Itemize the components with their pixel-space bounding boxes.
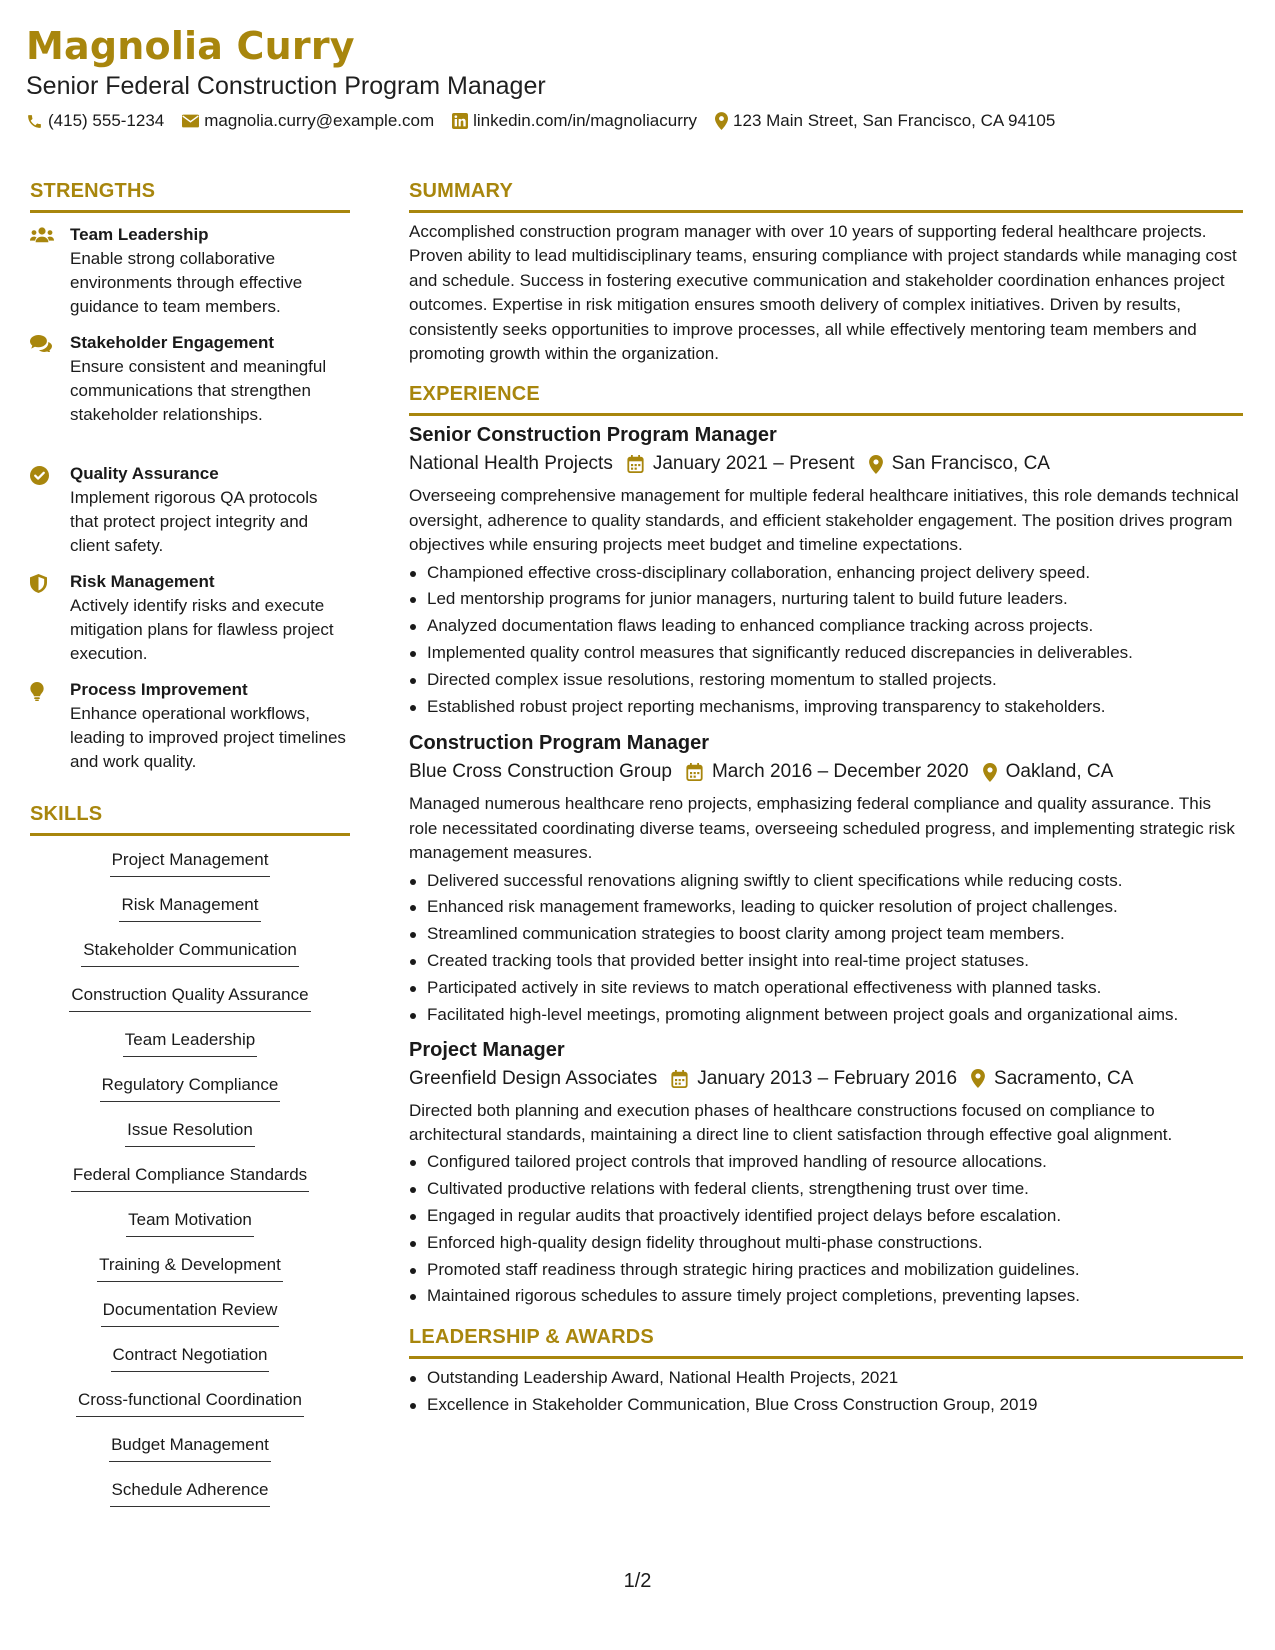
strength-desc: Enhance operational workflows, leading to improved project timelines and work quality. — [70, 704, 346, 771]
left-column — [30, 178, 350, 1523]
skill-item: Team Leadership — [30, 1028, 350, 1073]
skill-item: Training & Development — [30, 1253, 350, 1298]
job-bullet: Maintained rigorous schedules to assure timely project completions, preventing lapses. — [409, 1283, 1243, 1310]
experience-heading: EXPERIENCE — [409, 381, 1243, 416]
job-company: Greenfield Design Associates — [409, 1067, 658, 1089]
strength-name: Quality Assurance — [70, 464, 219, 483]
contact-linkedin[interactable] — [452, 110, 697, 132]
strength-name: Team Leadership — [70, 225, 209, 244]
strengths-heading: STRENGTHS — [30, 178, 350, 213]
shield-icon — [30, 574, 47, 593]
skill-item: Schedule Adherence — [30, 1478, 350, 1523]
job-location: Oakland, CA — [1005, 761, 1114, 783]
strength-desc: Enable strong collaborative environments through effective guidance to team members. — [70, 249, 303, 316]
job-bullet: Enhanced risk management frameworks, leading to quicker resolution of project challenges. — [409, 894, 1243, 921]
skill-item: Regulatory Compliance — [30, 1073, 350, 1118]
job-description: Managed numerous healthcare reno projects, emphasizing federal compliance and quality assurance. This role necessitated coordinating diverse teams, overseeing scheduled progress, and implementing strategic risk management measures. — [409, 794, 1235, 863]
email-text: magnolia.curry@example.com — [204, 111, 435, 130]
contact-phone[interactable] — [26, 110, 164, 132]
contact-bar — [26, 110, 1226, 132]
job-location: Sacramento, CA — [994, 1067, 1134, 1089]
job-bullets — [409, 868, 1243, 1029]
strength-name: Risk Management — [70, 572, 215, 591]
skill-item: Contract Negotiation — [30, 1343, 350, 1388]
award-item: Outstanding Leadership Award, National Health Projects, 2021 — [409, 1365, 1243, 1392]
strength-item — [30, 223, 350, 331]
job-bullet: Analyzed documentation flaws leading to enhanced compliance tracking across projects. — [409, 613, 1243, 640]
right-column — [409, 178, 1243, 1419]
job-dates-group — [671, 1065, 957, 1093]
job-company: Blue Cross Construction Group — [409, 761, 672, 783]
job-dates-group — [627, 450, 855, 478]
skill-item: Cross-functional Coordination — [30, 1388, 350, 1433]
job-location: San Francisco, CA — [891, 453, 1050, 475]
job-location-group — [971, 1065, 1133, 1093]
job-bullet: Cultivated productive relations with federal clients, strengthening trust over time. — [409, 1176, 1243, 1203]
map-pin-icon — [715, 112, 728, 130]
strength-item — [30, 462, 350, 570]
page-number: 1/2 — [623, 1570, 652, 1592]
job-dates: January 2013 – February 2016 — [697, 1067, 958, 1089]
awards-list — [409, 1365, 1243, 1419]
candidate-title: Senior Federal Construction Program Manager — [26, 72, 546, 100]
job-entry — [409, 1036, 1243, 1311]
address-text: 123 Main Street, San Francisco, CA 94105 — [733, 111, 1056, 130]
candidate-name: Magnolia Curry — [26, 24, 355, 68]
contact-email[interactable] — [182, 110, 434, 132]
job-entry — [409, 421, 1243, 720]
contact-address — [715, 110, 1055, 132]
strength-desc: Actively identify risks and execute mitigation plans for flawless project execution. — [70, 596, 334, 663]
job-company: National Health Projects — [409, 453, 613, 475]
award-item: Excellence in Stakeholder Communication, Blue Cross Construction Group, 2019 — [409, 1392, 1243, 1419]
job-bullet: Delivered successful renovations aligning swiftly to client specifications while reducing costs. — [409, 868, 1243, 895]
skills-list — [30, 848, 350, 1523]
resume-header — [26, 22, 1226, 132]
job-bullet: Facilitated high-level meetings, promoting alignment between project goals and organizational aims. — [409, 1002, 1243, 1029]
skill-item: Budget Management — [30, 1433, 350, 1478]
strength-desc: Implement rigorous QA protocols that protect project integrity and client safety. — [70, 488, 318, 555]
check-circle-icon — [30, 466, 49, 485]
skill-item: Issue Resolution — [30, 1118, 350, 1163]
job-bullet: Championed effective cross-disciplinary collaboration, enhancing project delivery speed. — [409, 560, 1243, 587]
job-title: Project Manager — [409, 1038, 565, 1061]
job-dates-group — [686, 758, 969, 786]
comments-icon — [30, 335, 52, 352]
skill-item: Team Motivation — [30, 1208, 350, 1253]
job-description: Overseeing comprehensive management for multiple federal healthcare initiatives, this role demands technical oversight, adherence to quality standards, and efficient stakeholder engagement. The position drives program objectives while ensuring projects meet budget and timeline expectations. — [409, 486, 1239, 555]
job-bullet: Enforced high-quality design fidelity throughout multi-phase constructions. — [409, 1230, 1243, 1257]
job-bullet: Promoted staff readiness through strategic hiring practices and mobilization guidelines. — [409, 1257, 1243, 1284]
job-bullets — [409, 1149, 1243, 1310]
job-meta — [409, 758, 1243, 786]
skills-heading: SKILLS — [30, 801, 350, 836]
strength-desc: Ensure consistent and meaningful communications that strengthen stakeholder relationships. — [70, 357, 327, 424]
map-pin-icon — [983, 763, 997, 782]
job-bullet: Configured tailored project controls that improved handling of resource allocations. — [409, 1149, 1243, 1176]
strength-item — [30, 570, 350, 678]
job-bullet: Streamlined communication strategies to boost clarity among project team members. — [409, 921, 1243, 948]
job-location-group — [869, 450, 1050, 478]
linkedin-text: linkedin.com/in/magnoliacurry — [473, 111, 698, 130]
calendar-icon — [686, 763, 703, 781]
job-dates: January 2021 – Present — [652, 453, 855, 475]
skill-item: Project Management — [30, 848, 350, 893]
skill-item: Documentation Review — [30, 1298, 350, 1343]
job-location-group — [983, 758, 1114, 786]
summary-heading: SUMMARY — [409, 178, 1243, 213]
strength-name: Process Improvement — [70, 680, 248, 699]
job-bullet: Implemented quality control measures that significantly reduced discrepancies in deliverables. — [409, 640, 1243, 667]
awards-heading: LEADERSHIP & AWARDS — [409, 1324, 1243, 1359]
skill-item: Stakeholder Communication — [30, 938, 350, 983]
job-title: Construction Program Manager — [409, 732, 710, 755]
strength-item — [30, 678, 350, 786]
envelope-icon — [182, 114, 199, 128]
strengths-list — [30, 223, 350, 786]
job-entry — [409, 729, 1243, 1028]
job-bullet: Led mentorship programs for junior managers, nurturing talent to build future leaders. — [409, 586, 1243, 613]
job-bullet: Directed complex issue resolutions, restoring momentum to stalled projects. — [409, 667, 1243, 694]
linkedin-icon — [452, 113, 468, 129]
job-bullets — [409, 560, 1243, 721]
job-bullet: Participated actively in site reviews to match operational effectiveness with planned tasks. — [409, 975, 1243, 1002]
strength-item — [30, 331, 350, 462]
job-dates: March 2016 – December 2020 — [711, 761, 969, 783]
phone-text: (415) 555-1234 — [48, 111, 165, 130]
job-bullet: Created tracking tools that provided better insight into real-time project statuses. — [409, 948, 1243, 975]
skill-item: Federal Compliance Standards — [30, 1163, 350, 1208]
skill-item: Construction Quality Assurance — [30, 983, 350, 1028]
users-icon — [30, 227, 54, 243]
map-pin-icon — [869, 455, 883, 474]
job-bullet: Engaged in regular audits that proactively identified project delays before escalation. — [409, 1203, 1243, 1230]
map-pin-icon — [971, 1069, 985, 1088]
calendar-icon — [627, 455, 644, 473]
lightbulb-icon — [30, 682, 44, 701]
job-meta — [409, 450, 1243, 478]
skill-item: Risk Management — [30, 893, 350, 938]
job-title: Senior Construction Program Manager — [409, 424, 777, 447]
job-bullet: Established robust project reporting mechanisms, improving transparency to stakeholders. — [409, 694, 1243, 721]
phone-icon — [26, 113, 43, 130]
strength-name: Stakeholder Engagement — [70, 333, 275, 352]
calendar-icon — [671, 1070, 688, 1088]
job-description: Directed both planning and execution phases of healthcare constructions focused on compliance to architectural standards, maintaining a direct line to client satisfaction through effective goal alignment. — [409, 1100, 1173, 1145]
job-meta — [409, 1065, 1243, 1093]
summary-text: Accomplished construction program manager with over 10 years of supporting federal healthcare projects. Proven ability to lead multidisciplinary teams, ensuring compliance with project standards while managing cost and schedule. Success in fostering executive communication and stakeholder coordination enhances project outcomes. Expertise in risk mitigation ensures smooth delivery of complex initiatives. Driven by results, consistently seeks opportunities to improve processes, all while effectively mentoring team members and promoting growth within the organization. — [409, 222, 1237, 364]
